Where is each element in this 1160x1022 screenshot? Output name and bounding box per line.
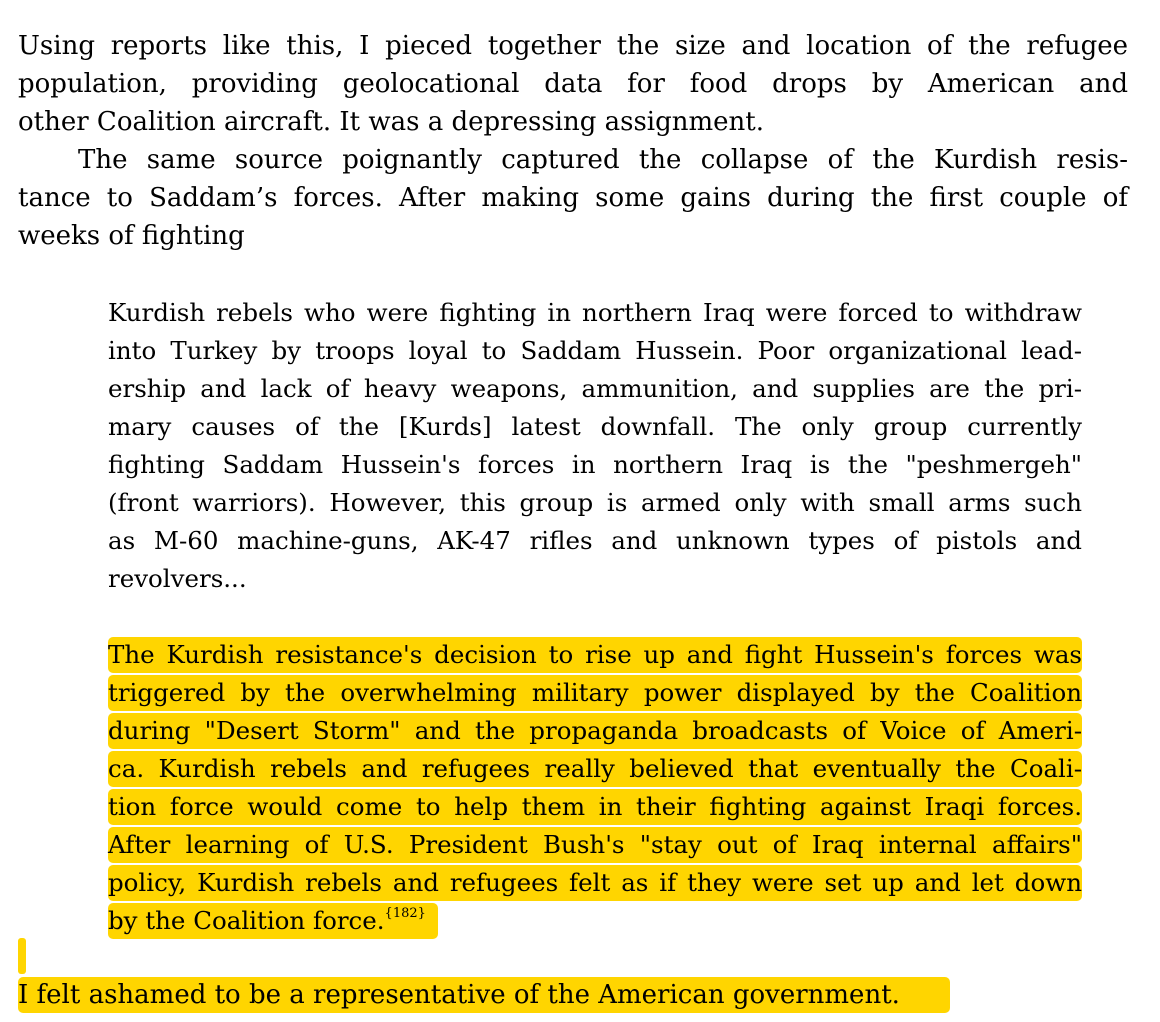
paragraph2-line: tance to Saddam’s forces. After making some gains during the first couple of	[18, 183, 1128, 213]
quote2-line[interactable]: tion force would come to help them in their fighting against Iraqi forces.	[108, 792, 1082, 821]
quote1-line: into Turkey by troops loyal to Saddam Hussein. Poor organizational lead-	[108, 336, 1082, 365]
quote2-line[interactable]: ca. Kurdish rebels and refugees really believed that eventually the Coali-	[108, 754, 1082, 783]
paragraph2-line: weeks of fighting	[18, 221, 245, 251]
quote2-last-line[interactable]	[108, 902, 1082, 940]
quote1-line: ership and lack of heavy weapons, ammunition, and supplies are the pri-	[108, 374, 1082, 403]
quote2-line[interactable]: The Kurdish resistance's decision to rise up and fight Hussein's forces was	[108, 640, 1082, 669]
quote2-line[interactable]: by the Coalition force.	[108, 906, 385, 935]
quote2-line[interactable]: triggered by the overwhelming military power displayed by the Coalition	[108, 678, 1082, 707]
quote2-line[interactable]: After learning of U.S. President Bush's "stay out of Iraq internal affairs"	[108, 830, 1082, 859]
quote1-line: (front warriors). However, this group is armed only with small arms such	[108, 488, 1082, 517]
quote1-line: fighting Saddam Hussein's forces in northern Iraq is the "peshmergeh"	[108, 450, 1082, 479]
quote2-line[interactable]: during "Desert Storm" and the propaganda broadcasts of Voice of Ameri-	[108, 716, 1082, 745]
quote1-line: revolvers...	[108, 564, 247, 593]
quote1-line: as M-60 machine-guns, AK-47 rifles and unknown types of pistols and	[108, 526, 1082, 555]
paragraph1-line: population, providing geolocational data for food drops by American and	[18, 69, 1128, 99]
paragraph1-line: Using reports like this, I pieced together the size and location of the refugee	[18, 31, 1128, 61]
quote2-line[interactable]: policy, Kurdish rebels and refugees felt as if they were set up and let down	[108, 868, 1082, 897]
paragraph2-line: The same source poignantly captured the collapse of the Kurdish resis-	[78, 145, 1128, 175]
quote1-line: Kurdish rebels who were fighting in northern Iraq were forced to withdraw	[108, 298, 1082, 327]
closing-sentence[interactable]: I felt ashamed to be a representative of the American government.	[18, 980, 900, 1010]
paragraph1-line: other Coalition aircraft. It was a depressing assignment.	[18, 107, 765, 137]
highlight-marker[interactable]	[18, 938, 26, 974]
footnote-ref[interactable]: {182}	[384, 906, 426, 921]
quote1-line: mary causes of the [Kurds] latest downfall. The only group currently	[108, 412, 1082, 441]
